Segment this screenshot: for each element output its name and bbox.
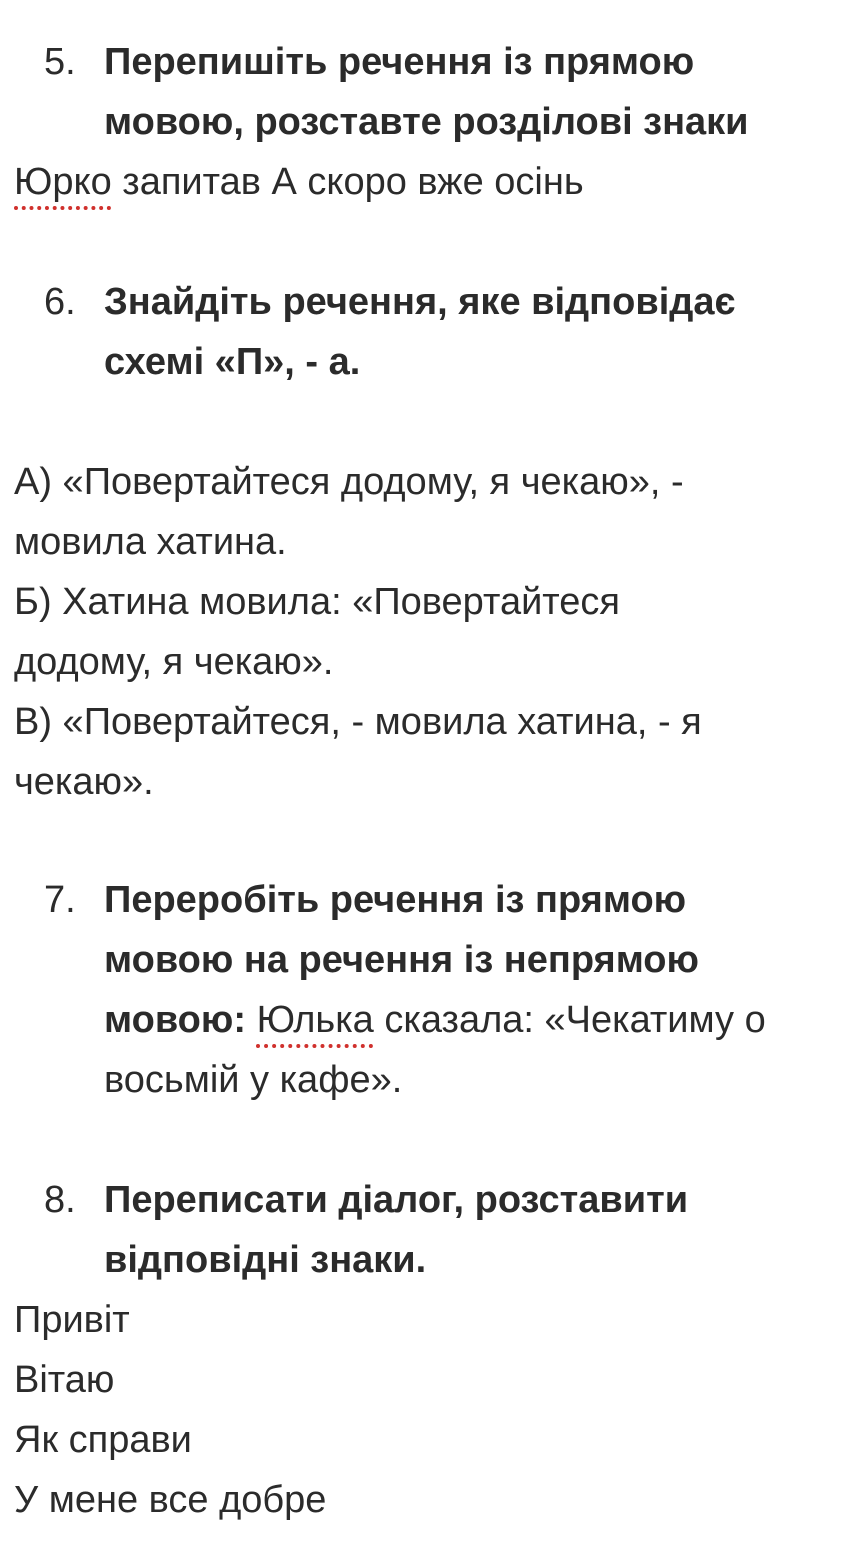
- task-8-title-line-2: відповідні знаки.: [104, 1239, 427, 1281]
- task-7-title-line-4: [104, 1050, 861, 1110]
- task-6-option-line: Б) Хатина мовила: «Повертайтеся: [14, 581, 620, 623]
- task-5-title-line-2: мовою, розставте розділові знаки: [104, 101, 749, 143]
- task-8-title-line-1: Переписати діалог, розставити: [104, 1179, 689, 1221]
- task-7-number: 7.: [44, 879, 76, 921]
- task-6-option-line: А) «Повертайтеся додому, я чекаю», -: [14, 461, 684, 503]
- task-5-sentence-rest: запитав А скоро вже осінь: [111, 161, 584, 203]
- task-6-option-line: В) «Повертайтеся, - мовила хатина, - я: [14, 701, 702, 743]
- task-7-quote-end: восьмій у кафе».: [104, 1059, 403, 1101]
- dialogue-line: Вітаю: [14, 1359, 115, 1401]
- task-6-title-line-2: схемі «П», - а.: [104, 341, 361, 383]
- task-7-title-line-3: [104, 990, 861, 1050]
- task-6-title-line-1: Знайдіть речення, яке відповідає: [104, 281, 736, 323]
- task-7-title-line-1: Переробіть речення із прямою: [104, 879, 687, 921]
- task-6-option-line: мовила хатина.: [14, 521, 287, 563]
- task-5-number: 5.: [44, 41, 76, 83]
- task-7-quote: сказала: «Чекатиму о: [373, 999, 766, 1041]
- task-6-number: 6.: [44, 281, 76, 323]
- dialogue-line: Як справи: [14, 1419, 192, 1461]
- task-5-sentence: [14, 152, 584, 212]
- misspelled-word: Юрко: [14, 161, 112, 203]
- task-6-option-line: додому, я чекаю».: [14, 641, 334, 683]
- task-7-title-bold: мовою:: [104, 999, 257, 1041]
- task-5-title-line-1: Перепишіть речення із прямою: [104, 41, 695, 83]
- misspelled-word: Юлька: [256, 999, 374, 1041]
- dialogue-line: Привіт: [14, 1299, 130, 1341]
- task-7-title-line-2: мовою на речення із непрямою: [104, 939, 699, 981]
- dialogue-line: У мене все добре: [14, 1479, 327, 1521]
- task-8-number: 8.: [44, 1179, 76, 1221]
- task-6-option-line: чекаю».: [14, 761, 154, 803]
